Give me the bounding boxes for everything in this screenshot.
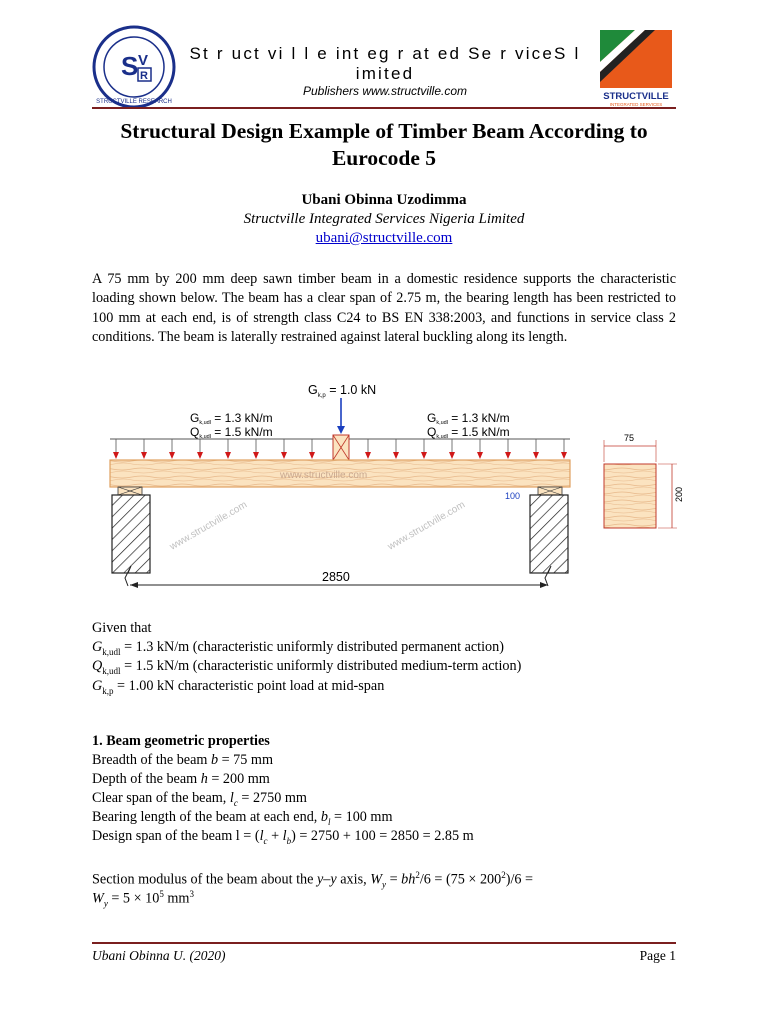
- svg-text:S: S: [121, 51, 139, 81]
- structville-services-logo: [599, 30, 675, 108]
- udl-arrow-head: [309, 452, 315, 459]
- author-organization: Structville Integrated Services Nigeria Limited: [243, 211, 525, 227]
- structville-research-logo: [92, 25, 176, 109]
- author-name: Ubani Obinna Uzodimma: [301, 192, 467, 208]
- given-q-udl: $Q_{k,udl} = 1.5$ kN/m (characteristic uniformly distributed medium-term action): [92, 658, 522, 676]
- udl-arrow-head: [197, 452, 203, 459]
- given-g-point: $G_{k,p} = 1.00$ kN characteristic point load at mid-span: [92, 678, 385, 696]
- section-1-title: 1. Beam geometric properties: [92, 733, 270, 749]
- intro-paragraph: A 75 mm by 200 mm deep sawn timber beam in a domestic residence supports the characteristic loading shown below. The beam has a clear span of 2.75 m, the bearing length has been restricted to 100 mm at each end, is of strength class C24 to BS EN 338:2003, and functions in service class 2 conditions. The beam is laterally restrained against lateral buckling along its length.: [92, 271, 676, 345]
- point-load-label: $G_{k,p} = 1.0$ kN: [308, 383, 377, 399]
- header-divider: [92, 107, 676, 109]
- udl-arrow-head: [141, 452, 147, 459]
- left-g-label: Gk,udl = 1.3 kN/m: [190, 411, 273, 426]
- page-number: Page 1: [639, 948, 676, 963]
- right-g-label: Gk,udl = 1.3 kN/m: [427, 411, 510, 426]
- section-depth-label: 200: [674, 486, 684, 502]
- svg-text:STRUCTVILLE RESEARCH: STRUCTVILLE RESEARCH: [96, 99, 172, 105]
- author-email-link[interactable]: ubani@structville.com: [315, 230, 453, 246]
- right-wall: [530, 495, 568, 573]
- footer-divider: [92, 942, 676, 944]
- depth-line: Depth of the beam h = 200 mm: [92, 771, 270, 787]
- given-heading: Given that: [92, 620, 152, 636]
- udl-arrow-head: [561, 452, 567, 459]
- udl-arrow-head: [253, 452, 259, 459]
- udl-arrow-head: [477, 452, 483, 459]
- right-watermark: www.structville.com: [386, 499, 468, 553]
- beam-loading-diagram: [92, 378, 692, 600]
- beam-cross-section: [604, 464, 656, 528]
- udl-arrow-head: [421, 452, 427, 459]
- span-dimension: 2850: [322, 570, 350, 584]
- udl-arrow-head: [281, 452, 287, 459]
- udl-arrow-head: [505, 452, 511, 459]
- given-g-udl: $G_{k,udl} = 1.3$ kN/m (characteristic uniformly distributed permanent action): [92, 639, 504, 657]
- bearing-dimension: 100: [505, 491, 521, 501]
- company-name: St r uct vi l l e int eg r at ed Se r viceS l imited: [189, 44, 581, 83]
- udl-arrow-head: [393, 452, 399, 459]
- right-q-label: Qk,udl = 1.5 kN/m: [427, 425, 510, 440]
- svg-text:V: V: [138, 52, 149, 69]
- section-modulus-line: Section modulus of the beam about the y–y axis, $W_y = bh^2/6 = (75 \times 200^2)/6$ =: [92, 870, 534, 890]
- design-span-line: Design span of the beam $l = (l_c + l_b) = 2750 + 100 = 2850 = 2.85$ m: [92, 828, 474, 846]
- svg-text:R: R: [140, 70, 148, 82]
- bearing-length-line: Bearing length of the beam at each end, $b_l = 100$ mm: [92, 809, 393, 827]
- section-width-label: 75: [624, 433, 635, 443]
- udl-arrow-head: [449, 452, 455, 459]
- publisher-line: Publishers www.structville.com: [302, 84, 468, 98]
- udl-arrow-head: [365, 452, 371, 459]
- beam-watermark: www.structville.com: [280, 470, 368, 481]
- breadth-line: Breadth of the beam b = 75 mm: [92, 752, 273, 768]
- footer-author: Ubani Obinna U. (2020): [92, 948, 226, 963]
- section-modulus-result: $W_y = 5 \times 10^5$ $mm^3$: [92, 889, 194, 909]
- udl-arrow-head: [533, 452, 539, 459]
- left-wall: [112, 495, 150, 573]
- left-q-label: Qk,udl = 1.5 kN/m: [190, 425, 273, 440]
- logo-brand-text: STRUCTVILLE: [603, 91, 669, 102]
- logo-brand-subtext: INTEGRATED SERVICES: [609, 102, 663, 107]
- left-watermark: www.structville.com: [168, 499, 250, 553]
- udl-arrow-head: [225, 452, 231, 459]
- clear-span-line: Clear span of the beam, $l_c = 2750$ mm: [92, 790, 307, 808]
- document-title: Structural Design Example of Timber Beam According to Eurocode 5: [120, 119, 648, 170]
- udl-arrow-head: [169, 452, 175, 459]
- udl-arrow-head: [113, 452, 119, 459]
